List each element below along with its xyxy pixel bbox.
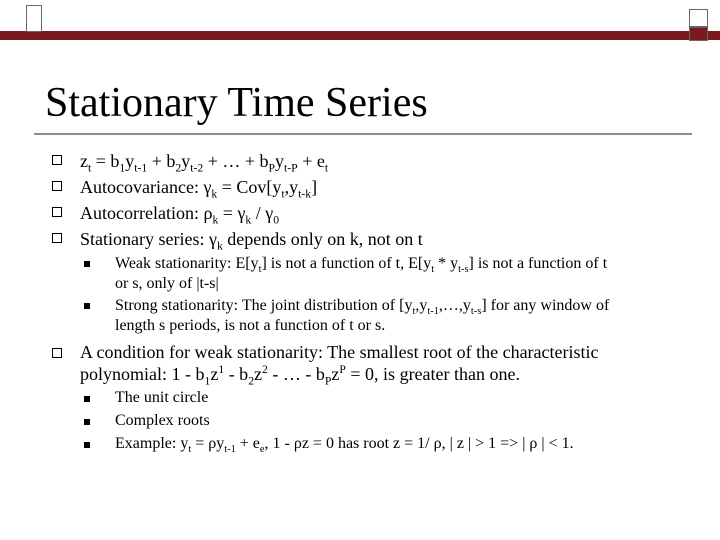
decor-square-right-bottom [689,27,708,41]
sub-bullet-b1: The unit circle [115,389,209,406]
decor-band [0,31,720,40]
sub-bullet-b3: Example: $y_t = \rho y_{t-1} + e_e$, 1 - ρz = 0 has root z = 1/ ρ, | z | > 1 => | ρ | < 1. [115,435,574,456]
sub-bullet-dot-b1 [84,396,90,402]
bullet-square-1 [52,155,62,165]
bullet-4: Stationary series: $\gamma_k$ depends only on k, not on t [80,229,423,253]
title-bar-decoration [0,0,720,42]
bullet-square-2 [52,181,62,191]
slide-title: Stationary Time Series [45,80,428,126]
title-rule [34,133,692,135]
sub-bullet-dot-b2 [84,419,90,425]
bullet-square-4 [52,233,62,243]
bullet-2: Autocovariance: $\gamma_k = Cov[y_t,y_{t-k}]$ [80,177,318,201]
sub-bullet-a2: Strong stationarity: The joint distribution of $[y_t,y_{t-1},\dots,y_{t-s}]$ for any window of length s periods, is not a function of t or s. [115,297,610,334]
sub-bullet-dot-b3 [84,442,90,448]
sub-bullet-a1: Weak stationarity: $E[y_t]$ is not a function of t, $E[y_t * y_{t-s}]$ is not a function of t or s, only of |t-s| [115,255,608,292]
bullet-1: $z_t = b_1y_{t-1} + b_2y_{t-2}$ + … + $b_Py_{t-P} + e_t$ [80,151,329,175]
bullet-3: Autocorrelation: $\rho_k = \gamma_k / \gamma_0$ [80,203,280,227]
decor-square-right-top [689,9,708,27]
sub-bullet-b2: Complex roots [115,412,210,429]
bullet-square-5 [52,348,62,358]
sub-bullet-dot-a2 [84,303,90,309]
decor-square-left [26,5,42,32]
bullet-square-3 [52,207,62,217]
sub-bullet-dot-a1 [84,261,90,267]
bullet-5: A condition for weak stationarity: The smallest root of the characteristic polynomial: $1 - b_1z^1 - b_2z^2$ - … - $b_Pz^P = 0$, is greater than one. [80,342,599,388]
